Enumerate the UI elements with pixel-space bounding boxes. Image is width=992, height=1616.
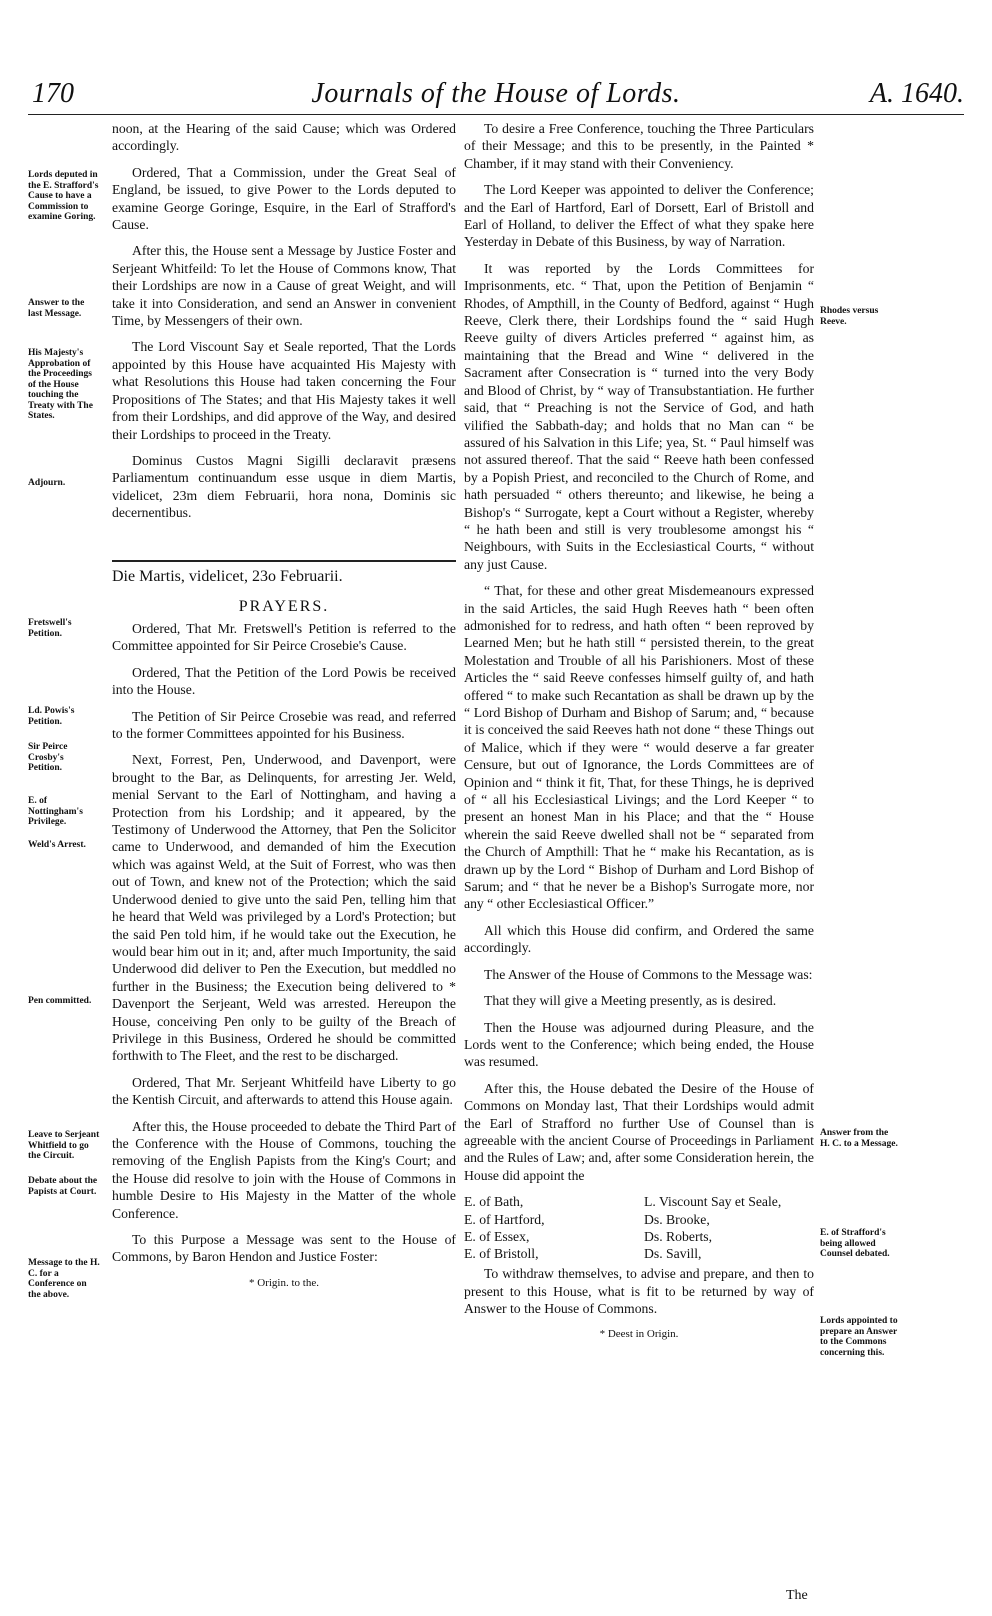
paragraph: Ordered, That the Petition of the Lord Powis be received into the House. [112, 664, 456, 698]
paragraph: All which this House did confirm, and Ordered the same accordingly. [464, 922, 814, 956]
lords-list-right [644, 1193, 781, 1263]
running-title: Journals of the House of Lords. [311, 78, 681, 109]
margin-note: Sir Peirce Crosby's Petition. [28, 742, 68, 773]
paragraph: Ordered, That Mr. Fretswell's Petition is referred to the Committee appointed for Sir Peirce Crosebie's Cause. [112, 621, 456, 654]
margin-note: Rhodes versus Reeve. [820, 306, 879, 327]
paragraph: It was reported by the Lords Committees for Imprisonments, etc. “ That, upon the Petition of Benjamin “ Rhodes, of Ampthill, in the County of Bedford, against “ Hugh Reeve, Clerk there, their Lordships found the “ said Hugh Reeve guilty of divers Articles preferred “ against him, as maintaining that the Bread and Wine “ delivered in the Sacrament after Consecration is “ turned into the very Body and Blood of Christ, by “ way of Transubstantiation. He further said, that “ Preaching is not the Service of God, and hath vilified the Sabbath-day; and holds that no Man can “ be assured of his Salvation in this Life; yea, St. “ Paul himself was not assured thereof. That the said “ Reeve hath been confessed by a Popish Priest, and reconciled to the Church of Rome, and hath persuaded “ others thereunto; and likewise, he being a Bishop's “ Surrogate, kept a Court without a Register, whereby “ he hath been and still is very troublesome amongst his “ Neighbours, with Suits in the Ecclesiastical Courts, “ without any just Cause. [464, 260, 814, 572]
margin-note: His Majesty's Approbation of the Proceedings of the House touching the Treaty with The States. [28, 348, 93, 421]
paragraph: The Answer of the House of Commons to the Message was: [484, 966, 813, 982]
margin-note: Ld. Powis's Petition. [28, 706, 75, 727]
footnote: * Deest in Origin. [599, 1328, 679, 1341]
margin-note: Lords deputed in the E. Strafford's Cause to have a Commission to examine Goring. [28, 170, 99, 222]
paragraph: To withdraw themselves, to advise and prepare, and then to present to this House, what is fit to be returned by way of Answer to the House of Commons. [464, 1266, 814, 1316]
paragraph: Then the House was adjourned during Pleasure, and the Lords went to the Conference; which being ended, the House was resumed. [464, 1019, 814, 1070]
paragraph: Next, Forrest, Pen, Underwood, and Davenport, were brought to the Bar, as Delinquents, for arresting Jer. Weld, menial Servant to the Earl of Nottingham, and having a Protection from his Lordship; and it appeared, by the Testimony of Underwood the Attorney, that Pen the Solicitor came to Underwood, and demanded of him the Execution which was against Weld, at the Suit of Forrest, who was then out of Town, and knew not of the Protection; which the said Underwood denied to give unto the said Pen, telling him that he heard that Weld was privileged by a Lord's Protection; but the said Pen told him, if he would take out the Execution, he would bear him out in it; and, after much Importunity, the said Underwood did deliver to Pen the Execution, but meddled no further in the Business; the Execution being delivered to * Davenport the Serjeant, Weld was arrested. Hereupon the House, conceiving Pen only to be guilty of the Breach of Privilege in this Business, Ordered he should be committed forthwith to The Fleet, and the rest to be discharged. [112, 752, 456, 1064]
paragraph: To this Purpose a Message was sent to the House of Commons, by Baron Hendon and Justice Foster: [112, 1232, 456, 1265]
left-body-top [112, 120, 456, 531]
lord-name: E. of Essex, [464, 1228, 530, 1244]
margin-note: Message to the H. C. for a Conference on the above. [28, 1258, 100, 1300]
paragraph: Dominus Custos Magni Sigilli declaravit præsens Parliamentum continuandum esse usque in diem Martis, videlicet, 23m diem Februarii, hora nona, Dominis sic decernentibus. [112, 452, 456, 521]
section-rule [112, 560, 456, 562]
page-year: A. 1640. [869, 78, 964, 109]
margin-note: Lords appointed to prepare an Answer to the Commons concerning this. [820, 1316, 898, 1358]
left-body-bottom [112, 620, 456, 1292]
day-heading [112, 568, 456, 622]
margin-note: Weld's Arrest. [28, 840, 86, 850]
lord-name: E. of Bristoll, [464, 1246, 539, 1262]
paragraph: After this, the House sent a Message by Justice Foster and Serjeant Whitfeild: To let the House of Commons know, That their Lordships are now in a Cause of great Weight, and will take it into Consideration, and send an Answer in convenient Time, by Messengers of their own. [112, 243, 456, 329]
margin-note: Answer to the last Message. [28, 298, 85, 319]
margin-note: E. of Strafford's being allowed Counsel debated. [820, 1228, 890, 1259]
lord-name: Ds. Roberts, [644, 1228, 713, 1244]
lords-list-left [464, 1193, 545, 1263]
header-rule [28, 114, 964, 115]
footnote: * Origin. to the. [249, 1276, 319, 1289]
lord-name: Ds. Brooke, [644, 1211, 710, 1227]
paragraph: The Lord Keeper was appointed to deliver the Conference; and the Earl of Hartford, Earl of Dorsett, Earl of Bristoll and Earl of Holland, to deliver the Effect of what they spake here Yesterday in Debate of this Business, by way of Narration. [464, 182, 814, 250]
paragraph: The Petition of Sir Peirce Crosebie was read, and referred to the former Committees appointed for his Business. [112, 708, 456, 742]
margin-note: Answer from the H. C. to a Message. [820, 1128, 898, 1149]
paragraph: That they will give a Meeting presently, as is desired. [484, 993, 777, 1009]
margin-note: Leave to Serjeant Whitfield to go the Circuit. [28, 1130, 100, 1161]
page-header [28, 78, 964, 118]
margin-note: E. of Nottingham's Privilege. [28, 796, 83, 827]
prayers-heading: PRAYERS. [238, 598, 330, 615]
paragraph: noon, at the Hearing of the said Cause; which was Ordered accordingly. [112, 121, 456, 154]
paragraph: To desire a Free Conference, touching the Three Particulars of their Message; and this to be presently, in the Painted * Chamber, if it may stand with their Conveniency. [464, 121, 814, 171]
lord-name: E. of Bath, [464, 1194, 524, 1210]
margin-note: Fretswell's Petition. [28, 618, 72, 639]
paragraph: Ordered, That a Commission, under the Great Seal of England, be issued, to give Power to the Lords deputed to examine George Goringe, Esquire, in the Earl of Strafford's Cause. [112, 164, 456, 233]
margin-note: Adjourn. [28, 478, 66, 488]
margin-note: Pen committed. [28, 996, 92, 1006]
lord-name: L. Viscount Say et Seale, [644, 1194, 782, 1210]
lords-list [464, 1193, 814, 1265]
paragraph: “ That, for these and other great Misdemeanours expressed in the said Articles, the said Hugh Reeves hath “ been often admonished for to redress, and hath often “ been reproved by Learned Men; but he hath still “ persisted therein, to the great Molestation and Trouble of all his Parishioners. Most of these Articles the “ said Reeve confesses himself guilty of, and hath offered “ to make such Recantation as shall be drawn up by the “ Lord Bishop of Durham and Bishop of Sarum; and, “ because it is conceived the said Reeves hath not done “ these Things out of Malice, which if they were “ would deserve a far greater Censure, but out of Ignorance, the Lords Committees are of Opinion and “ think it fit, That, for these Things, he is deprived of “ all his Ecclesiastical Livings; and the Lord Keeper “ to present an honest Man in his Place; and that the “ House wherein the said Reeve dwelled shall not be “ separated from the Church of Ampthill: That he “ make his Recantation, as is drawn up by the Lord “ Bishop of Durham and Lord Bishop of Sarum; and “ that he never be a Bishop's Surrogate more, nor any “ other Ecclesiastical Officer.” [464, 583, 814, 912]
paragraph: After this, the House proceeded to debate the Third Part of the Conference with the House of Commons, touching the removing of the English Papists from the King's Court; and the House did resolve to join with the House of Commons in humble Desire to His Majesty in the Matter of the whole Conference. [112, 1118, 456, 1221]
right-body [464, 120, 814, 1344]
paragraph: The Lord Viscount Say et Seale reported, That the Lords appointed by this House have acquainted His Majesty with what Resolutions this House had taken concerning the Four Propositions of The States; and that His Majesty takes it well from their Lordships, and did approve of the Way, and desired their Lordships to proceed in the Treaty. [112, 339, 456, 442]
margin-note: Debate about the Papists at Court. [28, 1176, 98, 1197]
catchword: The [786, 1588, 808, 1603]
lord-name: Ds. Savill, [644, 1246, 702, 1262]
day-title: Die Martis, videlicet, 23o Februarii. [112, 568, 343, 585]
paragraph: After this, the House debated the Desire of the House of Commons on Monday last, That their Lordships would admit the Earl of Strafford no further Use of Counsel than is agreeable with the ancient Course of Proceedings in Parliament and the Rules of Law; and, after some Consideration herein, the House did appoint the [464, 1080, 814, 1183]
lord-name: E. of Hartford, [464, 1211, 545, 1227]
page-number: 170 [32, 78, 74, 109]
paragraph: Ordered, That Mr. Serjeant Whitfeild have Liberty to go the Kentish Circuit, and afterwards to attend this House again. [112, 1074, 456, 1108]
